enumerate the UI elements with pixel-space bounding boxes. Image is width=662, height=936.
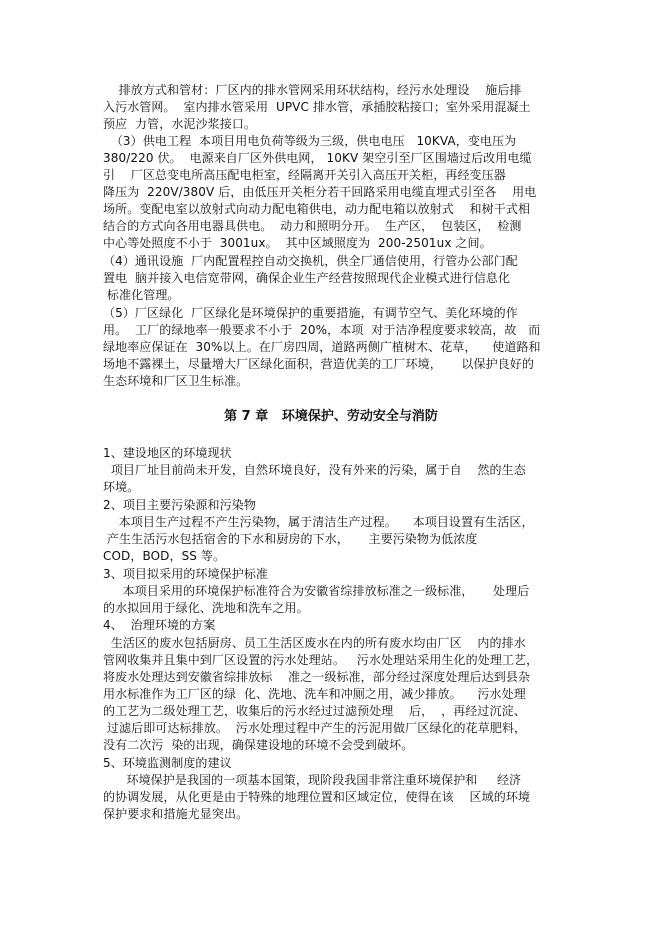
- text-line: 的工艺为二级处理工艺，收集后的污水经过过滤预处理 后， ，再经过沉淀、: [103, 704, 526, 718]
- text-line: 的水拟回用于绿化、洗地和洗车之用。: [103, 601, 309, 615]
- text-line: 生态环境和厂区卫生标准。: [103, 374, 249, 388]
- text-line: 标准化管理。: [103, 288, 180, 302]
- text-line: 置电 脑并接入电信宽带网，确保企业生产经营按照现代企业模式进行信息化: [103, 271, 511, 285]
- text-line: 引 厂区总变电所高压配电柜室，经隔离开关引入高压开关柜，再经变压器: [103, 168, 506, 182]
- text-line: 用水标准作为工厂区的绿 化、洗地、洗车和冲厕之用，减少排放。 污水处理: [103, 687, 526, 701]
- text-line: 场地不露裸土，尽量增大厂区绿化面积，营造优美的工厂环境， 以保护良好的: [103, 357, 534, 371]
- section-heading: 2、项目主要污染源和污染物: [103, 498, 256, 512]
- text-line: 场所。变配电室以放射式向动力配电箱供电，动力配电箱以放射式 和树干式相: [103, 202, 531, 216]
- text-line: 结合的方式向各用电器具供电。 动力和照明分开。 生产区， 包装区， 检测: [103, 219, 522, 233]
- text-line: 用。 工厂的绿地率一般要求不小于 20%，本项 对于洁净程度要求较高，故 而: [103, 323, 541, 337]
- text-line: 生活区的废水包括厨房、员工生活区废水在内的所有废水均由厂区 内的排水: [103, 636, 526, 650]
- section-heading: 4、 治理环境的方案: [103, 618, 216, 632]
- text-line: 将废水处理达到安徽省综排放标 准之一级标准，部分经过深度处理后达到县杂: [103, 670, 531, 684]
- text-line: 预应 力管，水泥沙浆接口。: [103, 117, 257, 131]
- text-line: 中心等处照度不小于 3001ux。 其中区域照度为 200-2501ux 之间。: [103, 236, 492, 250]
- text-line: 的协调发展，从化更是由于特殊的地理位置和区域定位，使得在该 区域的环境: [103, 790, 531, 804]
- text-line: 产生生活污水包括宿舍的下水和厨房的下水， 主要污染物为低浓度: [103, 532, 478, 546]
- text-line: 项目厂址目前尚未开发，自然环境良好，没有外来的污染，属于自 然的生态: [103, 463, 526, 477]
- text-line: 绿地率应保证在 30%以上。在厂房四周，道路两侧广植树木、花草， 使道路和: [103, 340, 541, 354]
- text-line: 管网收集并且集中到厂区设置的污水处理站。 污水处理站采用生化的处理工艺，: [103, 653, 539, 667]
- section-heading: 1、建设地区的环境现状: [103, 446, 232, 460]
- text-line: （5）厂区绿化 厂区绿化是环境保护的重要措施，有调节空气、美化环境的作: [103, 306, 518, 320]
- section-heading: 5、环境监测制度的建议: [103, 756, 232, 770]
- chapter-title: 第 7 章 环境保护、劳动安全与消防: [224, 409, 438, 424]
- text-line: （3）供电工程 本项目用电负荷等级为三级，供电电压 10KVA，变电压为: [103, 134, 517, 148]
- text-line: （4）通讯设施 厂内配置程控自动交换机，供全厂通信使用，行管办公部门配: [103, 254, 518, 268]
- text-line: 本项目采用的环境保护标准符合为安徽省综排放标准之一级标准， 处理后: [103, 584, 530, 598]
- text-line: 排放方式和管材：厂区内的排水管网采用环状结构，经污水处理设 施后排: [103, 83, 522, 97]
- text-line: 环境保护是我国的一项基本国策，现阶段我国非常注重环境保护和 经济: [103, 773, 522, 787]
- text-line: 没有二次污 染的出现，确保建设地的环境不会受到破坏。: [103, 738, 414, 752]
- text-line: 本项目生产过程不产生污染物，属于清洁生产过程。 本项目设置有生活区，: [103, 515, 534, 529]
- text-line: 保护要求和措施尤显突出。: [103, 807, 249, 821]
- text-line: COD，BOD，SS 等。: [103, 549, 226, 563]
- text-line: 入污水管网。 室内排水管采用 UPVC 排水管，承插胶粘接口；室外采用混凝土: [103, 100, 531, 114]
- text-line: 380/220 伏。 电源来自厂区外供电网， 10KV 架空引至厂区围墙过后改用电缆: [103, 151, 532, 165]
- section-heading: 3、项目拟采用的环境保护标准: [103, 567, 269, 581]
- text-line: 环境。: [103, 480, 140, 494]
- text-line: 降压为 220V/380V 后，由低压开关柜分若干回路采用电缆直埋式引至各 用电: [103, 185, 537, 199]
- text-line: 过滤后即可达标排放。 污水处理过程中产生的污泥用做厂区绿化的花草肥料，: [103, 721, 527, 735]
